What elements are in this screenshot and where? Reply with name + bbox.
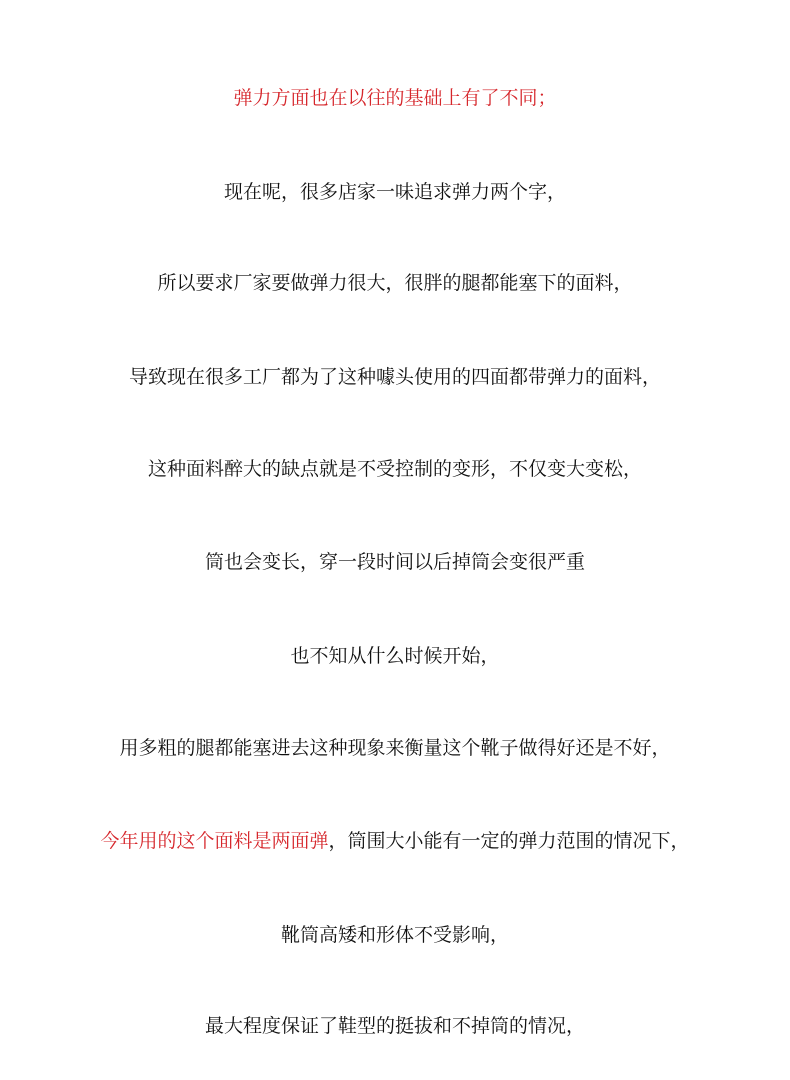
text-line-2: 现在呢，很多店家一味追求弹力两个字， xyxy=(223,181,566,203)
text-line-9-rest: ，筒围大小能有一定的弹力范围的情况下， xyxy=(328,830,690,852)
text-line-7: 也不知从什么时候开始， xyxy=(290,645,500,667)
text-line-8: 用多粗的腿都能塞进去这种现象来衡量这个靴子做得好还是不好， xyxy=(119,737,671,759)
text-line-6: 筒也会变长，穿一段时间以后掉筒会变很严重 xyxy=(204,551,585,573)
text-line-9 xyxy=(0,828,790,854)
text-line-3: 所以要求厂家要做弹力很大，很胖的腿都能塞下的面料， xyxy=(157,272,633,294)
highlighted-text: 今年用的这个面料是两面弹 xyxy=(100,830,329,852)
text-line-4: 导致现在很多工厂都为了这种噱头使用的四面都带弹力的面料， xyxy=(128,366,661,388)
text-line-5: 这种面料醉大的缺点就是不受控制的变形，不仅变大变松， xyxy=(147,458,642,480)
text-line-10: 靴筒高矮和形体不受影响， xyxy=(280,924,509,946)
text-line-1: 弹力方面也在以往的基础上有了不同； xyxy=(233,87,557,109)
text-line-11: 最大程度保证了鞋型的挺拔和不掉筒的情况， xyxy=(204,1015,585,1037)
